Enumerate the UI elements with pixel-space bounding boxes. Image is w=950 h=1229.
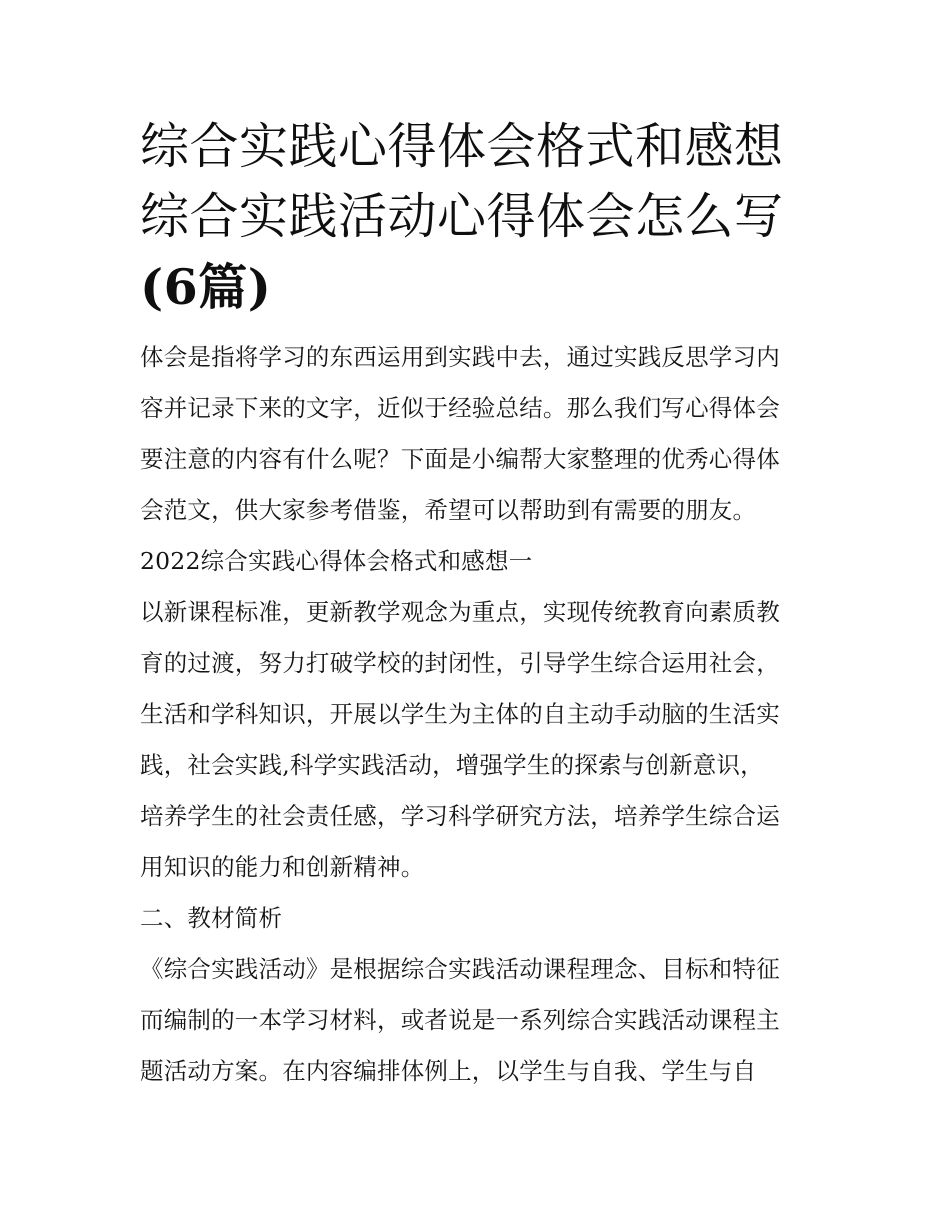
title-line-2: 综合实践活动心得体会怎么写: [140, 188, 784, 245]
text-line: 体会是指将学习的东西运用到实践中去，通过实践反思学习内: [140, 343, 780, 371]
text-line: 会范文，供大家参考借鉴，希望可以帮助到有需要的朋友。: [140, 496, 757, 524]
section-paragraph-2: [140, 944, 816, 1097]
title-line-1: 综合实践心得体会格式和感想: [140, 118, 784, 175]
text-line: 以新课程标准，更新教学观念为重点，实现传统教育向素质教: [140, 598, 780, 626]
title-line-3: (6篇): [140, 258, 272, 316]
text-line: 生活和学科知识，开展以学生为主体的自主动手动脑的生活实: [140, 700, 780, 728]
section-heading-2: [140, 893, 816, 944]
text-line: 践，社会实践,科学实践活动，增强学生的探索与创新意识，: [140, 751, 764, 779]
text-line: 育的过渡，努力打破学校的封闭性，引导学生综合运用社会，: [140, 649, 780, 677]
text-line: 用知识的能力和创新精神。: [140, 853, 425, 881]
text-line: 要注意的内容有什么呢？下面是小编帮大家整理的优秀心得体: [140, 445, 780, 473]
text-line: 题活动方案。在内容编排体例上，以学生与自我、学生与自: [140, 1057, 757, 1085]
text-line: 《综合实践活动》是根据综合实践活动课程理念、目标和特征: [140, 955, 780, 983]
text-line: 而编制的一本学习材料，或者说是一系列综合实践活动课程主: [140, 1006, 780, 1034]
text-line: 培养学生的社会责任感，学习科学研究方法，培养学生综合运: [140, 802, 780, 830]
section-heading-1: [140, 536, 816, 587]
document-title: [140, 112, 816, 322]
section-paragraph-1: [140, 587, 816, 893]
intro-paragraph: [140, 332, 816, 536]
text-line: 2022综合实践心得体会格式和感想一: [140, 547, 533, 575]
document-content: [140, 112, 816, 1097]
text-line: 二、教材简析: [140, 904, 283, 932]
document-body: [140, 332, 816, 1097]
text-line: 容并记录下来的文字，近似于经验总结。那么我们写心得体会: [140, 394, 780, 422]
